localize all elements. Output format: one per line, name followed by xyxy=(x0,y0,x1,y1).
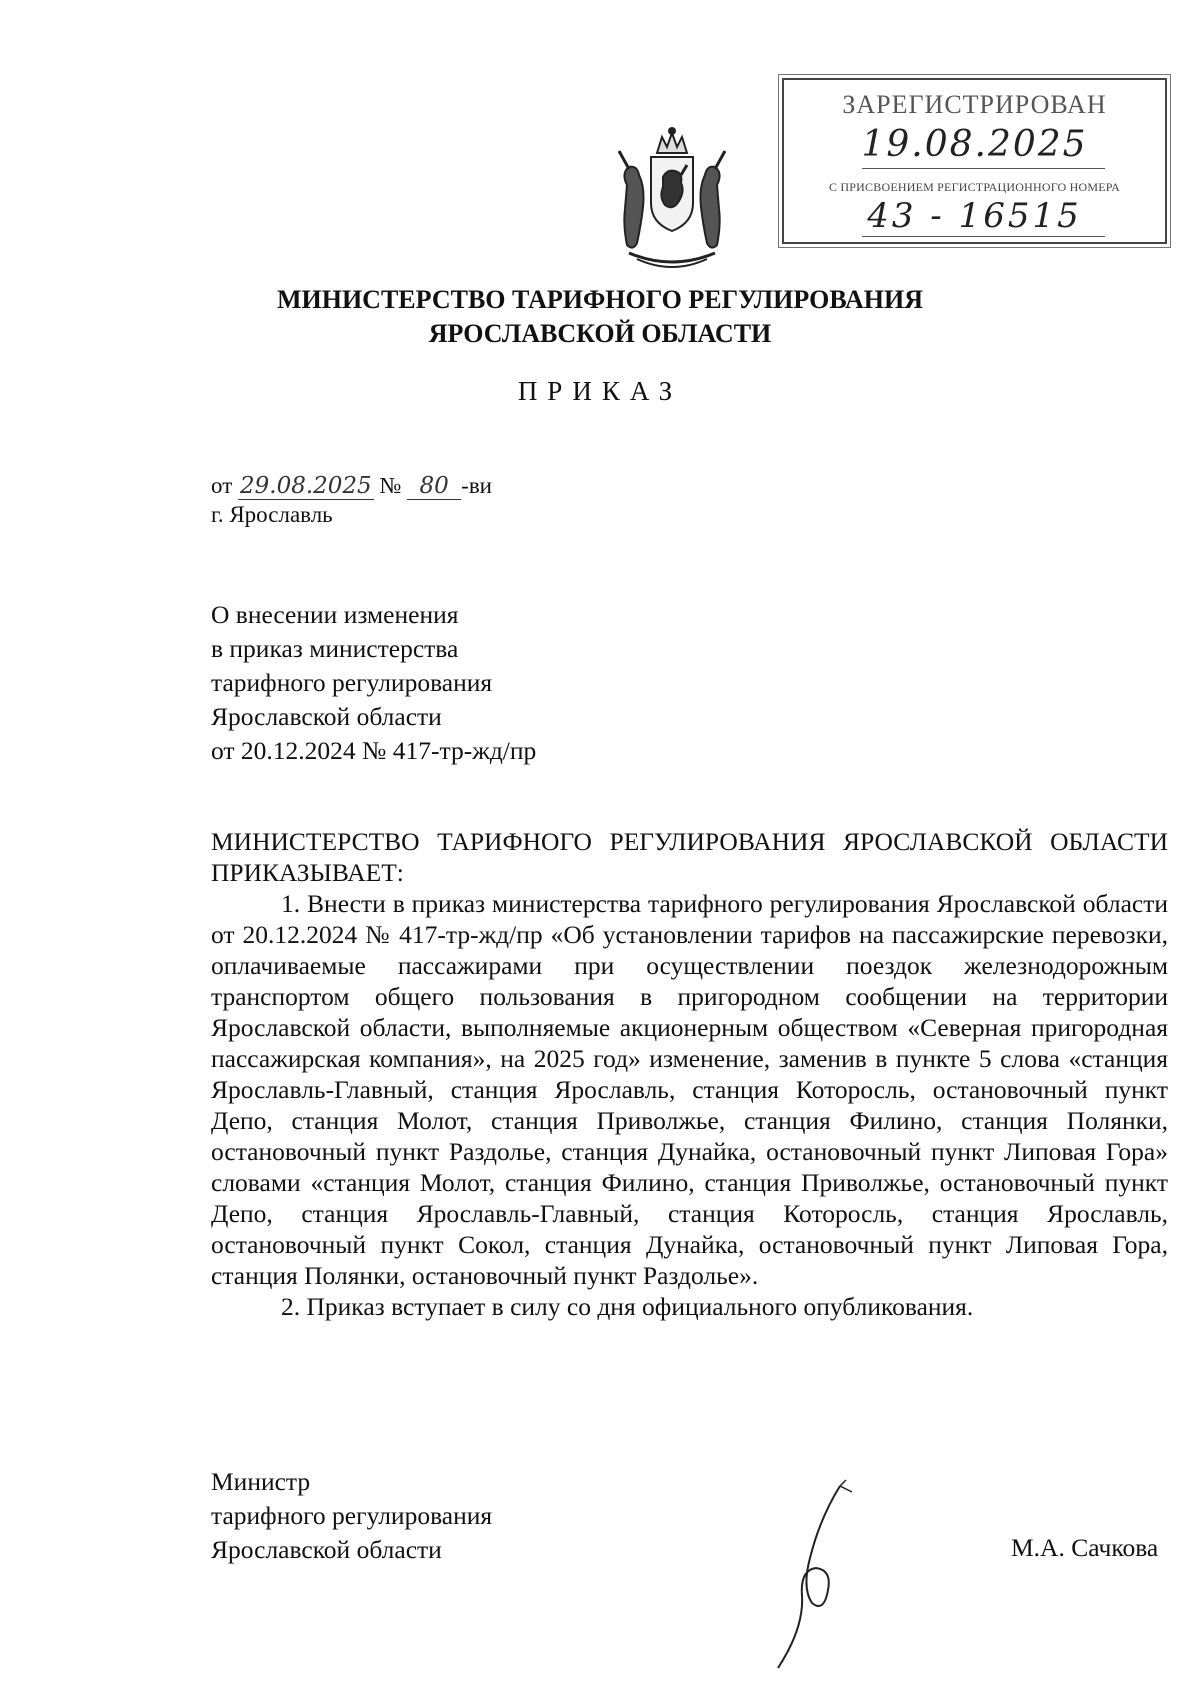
stamp-divider xyxy=(862,168,1105,169)
position-line: Ярославской области xyxy=(211,1535,442,1564)
signatory-position xyxy=(211,1465,492,1567)
subject-line: тарифного регулирования xyxy=(211,668,493,697)
subject-line: Ярославской области xyxy=(211,702,442,731)
yaroslavl-coat-of-arms-icon xyxy=(607,125,737,275)
order-number-suffix: -ви xyxy=(461,473,492,498)
document-type-title: ПРИКАЗ xyxy=(517,376,683,406)
handwritten-signature-icon xyxy=(760,1478,870,1678)
ministry-heading xyxy=(0,283,1200,351)
position-line: тарифного регулирования xyxy=(211,1501,493,1530)
stamp-subtitle: С ПРИСВОЕНИЕМ РЕГИСТРАЦИОННОГО НОМЕРА xyxy=(829,180,1120,194)
from-label: от xyxy=(211,473,233,498)
order-date: 29.08.2025 xyxy=(240,473,372,499)
order-subject xyxy=(211,598,536,768)
city: г. Ярославль xyxy=(211,502,333,527)
order-date-number-line xyxy=(211,472,492,500)
order-body xyxy=(211,826,1168,1322)
stamp-number: 43 - 16515 xyxy=(867,196,1082,236)
registration-stamp xyxy=(782,78,1167,244)
stamp-date: 19.08.2025 xyxy=(861,124,1088,165)
ministry-line-1: МИНИСТЕРСТВО ТАРИФНОГО РЕГУЛИРОВАНИЯ xyxy=(276,285,924,314)
stamp-divider xyxy=(862,236,1105,237)
position-line: Министр xyxy=(211,1467,311,1496)
subject-line: в приказ министерства xyxy=(211,634,459,663)
order-item-1: 1. Внести в приказ министерства тарифного регулирования Ярославской области от 20.12.2024 № 417-тр-жд/пр «Об установлении тарифов на пассажирские перевозки, оплачиваемые пассажирами при осуществлении поездок железнодорожным транспортом общего пользования в пригородном сообщении на территории Ярославской области, выполняемые акционерным обществом «Северная пригородная пассажирская компания», на 2025 год» изменение, заменив в пункте 5 слова «станция Ярославль-Главный, станция Ярославль, станция Которосль, остановочный пункт Депо, станция Молот, станция Приволжье, станция Филино, станция Полянки, остановочный пункт Раздолье, станция Дунайка, остановочный пункт Липовая Гора» словами «станция Молот, станция Филино, станция Приволжье, остановочный пункт Депо, станция Ярославль-Главный, станция Которосль, станция Ярославль, остановочный пункт Сокол, станция Дунайка, остановочный пункт Липовая Гора, станция Полянки, остановочный пункт Раздолье». xyxy=(211,889,1168,1290)
number-label: № xyxy=(379,473,402,498)
signatory-name: М.А. Сачкова xyxy=(1011,1533,1159,1562)
stamp-title: ЗАРЕГИСТРИРОВАН xyxy=(842,90,1107,119)
subject-line: от 20.12.2024 № 417-тр-жд/пр xyxy=(211,736,537,765)
ministry-line-2: ЯРОСЛАВСКОЙ ОБЛАСТИ xyxy=(428,319,772,348)
order-item-2: 2. Приказ вступает в силу со дня официального опубликования. xyxy=(281,1292,974,1321)
preamble: МИНИСТЕРСТВО ТАРИФНОГО РЕГУЛИРОВАНИЯ ЯРОСЛАВСКОЙ ОБЛАСТИ ПРИКАЗЫВАЕТ: xyxy=(211,827,1168,887)
order-number: 80 xyxy=(407,473,461,500)
subject-line: О внесении изменения xyxy=(211,600,459,629)
